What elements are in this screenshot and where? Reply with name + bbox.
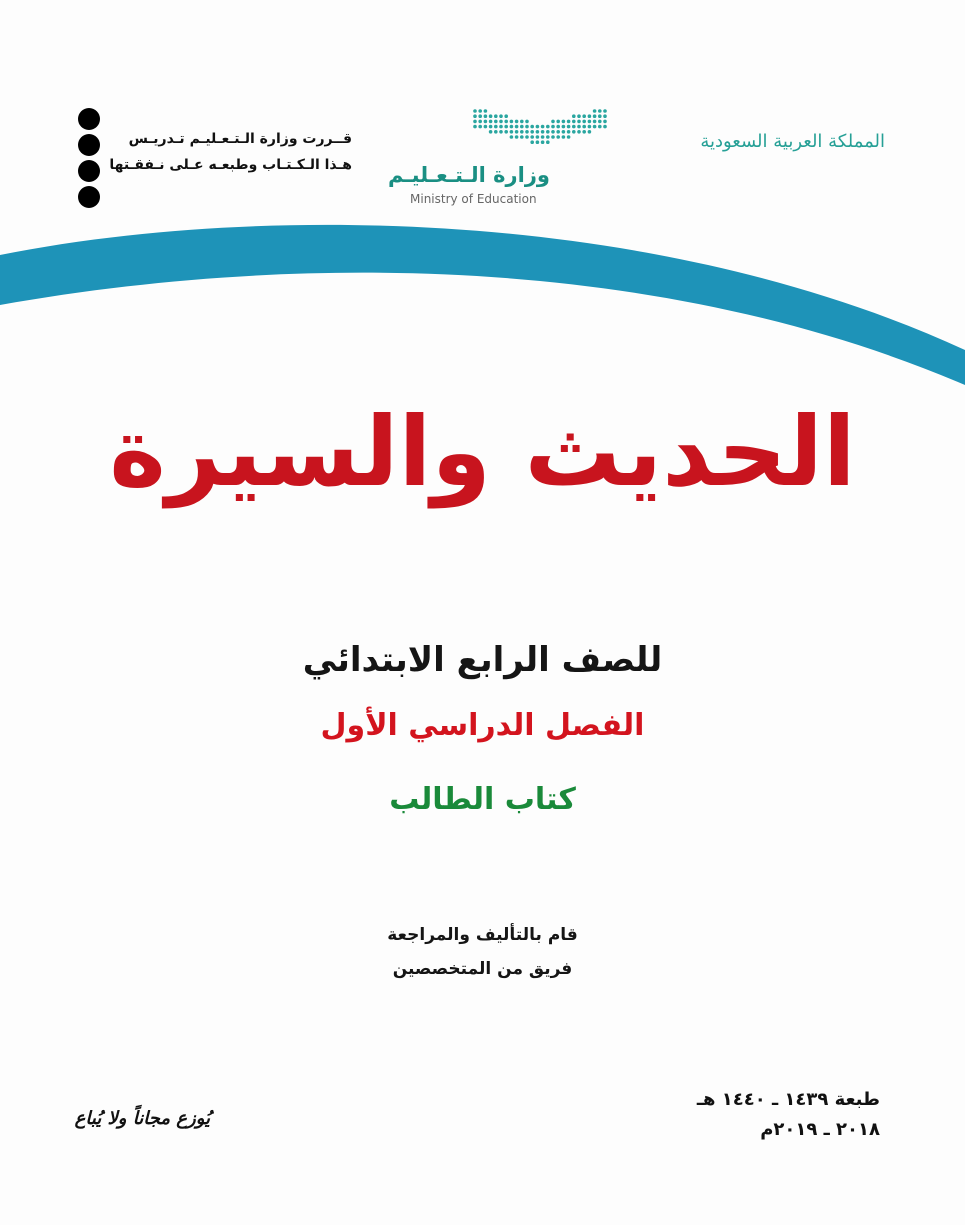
logo-dot — [551, 135, 555, 139]
logo-dot — [598, 109, 602, 113]
logo-dot — [556, 125, 560, 129]
kingdom-name: المملكة العربية السعودية — [700, 131, 885, 152]
logo-dot — [556, 135, 560, 139]
logo-dot — [577, 114, 581, 118]
logo-dot — [577, 125, 581, 129]
logo-dot — [556, 130, 560, 134]
logo-dot — [536, 135, 540, 139]
logo-dot — [546, 130, 550, 134]
edition-gregorian: ٢٠١٨ ـ ٢٠١٩م — [760, 1119, 880, 1140]
logo-dot — [504, 125, 508, 129]
logo-dot — [541, 135, 545, 139]
ministry-name-english: Ministry of Education — [410, 192, 537, 206]
logo-dot — [593, 114, 597, 118]
logo-dot — [510, 135, 514, 139]
logo-dot — [494, 130, 498, 134]
logo-dot — [520, 120, 524, 124]
grade-label: للصف الرابع الابتدائي — [302, 640, 663, 680]
logo-dot — [473, 125, 477, 129]
ministry-name-arabic: وزارة الـتـعـليـم — [388, 163, 550, 187]
logo-dot — [567, 135, 571, 139]
logo-dot — [556, 120, 560, 124]
logo-dot — [541, 140, 545, 144]
logo-dot — [520, 135, 524, 139]
logo-dot — [530, 130, 534, 134]
book-title: الحديث والسيرة — [109, 396, 856, 508]
logo-dot — [562, 125, 566, 129]
logo-dot — [520, 130, 524, 134]
logo-dot — [504, 114, 508, 118]
logo-dot — [536, 130, 540, 134]
approval-line-2: هـذا الـكـتـاب وطبعـه عـلى نـفقـتها — [109, 157, 352, 173]
logo-dot — [499, 125, 503, 129]
book-type-label: كتاب الطالب — [389, 782, 576, 817]
logo-dot — [541, 130, 545, 134]
decorative-dots — [78, 108, 100, 208]
swoosh-band — [0, 210, 965, 400]
dot-icon — [78, 186, 100, 208]
logo-dot — [504, 120, 508, 124]
authors-line-2: فريق من المتخصصين — [392, 959, 573, 979]
logo-dot — [515, 135, 519, 139]
logo-dot — [588, 125, 592, 129]
logo-dot — [494, 114, 498, 118]
logo-dot — [567, 120, 571, 124]
authors-line-1: قام بالتأليف والمراجعة — [387, 925, 578, 945]
logo-dot — [530, 125, 534, 129]
logo-dot — [582, 120, 586, 124]
logo-dot — [530, 140, 534, 144]
semester-label: الفصل الدراسي الأول — [320, 708, 645, 743]
logo-dot — [546, 135, 550, 139]
logo-dot — [593, 120, 597, 124]
logo-dot — [515, 130, 519, 134]
logo-dot — [530, 135, 534, 139]
free-distribution-note: يُوزع مجاناً ولا يُباع — [74, 1108, 210, 1129]
logo-dot — [582, 125, 586, 129]
logo-dot — [484, 114, 488, 118]
logo-dot — [478, 125, 482, 129]
logo-dot — [562, 130, 566, 134]
logo-dot — [567, 130, 571, 134]
logo-dot — [598, 114, 602, 118]
logo-dot — [593, 125, 597, 129]
logo-dot — [582, 114, 586, 118]
logo-dot — [478, 114, 482, 118]
approval-line-1: قــررت وزارة الـتـعـليـم تـدريـس — [128, 131, 352, 147]
logo-dot — [551, 130, 555, 134]
logo-dot — [603, 125, 607, 129]
logo-dot — [572, 125, 576, 129]
approval-statement — [109, 126, 352, 178]
edition-hijri: طبعة ١٤٣٩ ـ ١٤٤٠ هـ — [696, 1089, 880, 1110]
logo-dot — [577, 120, 581, 124]
logo-dot — [541, 125, 545, 129]
logo-dot — [504, 130, 508, 134]
dot-icon — [78, 134, 100, 156]
logo-dot — [598, 120, 602, 124]
logo-dot — [484, 109, 488, 113]
logo-dot — [489, 125, 493, 129]
logo-dot — [473, 120, 477, 124]
logo-dot — [562, 135, 566, 139]
logo-dot — [588, 114, 592, 118]
logo-dot — [562, 120, 566, 124]
dot-icon — [78, 160, 100, 182]
logo-dot — [567, 125, 571, 129]
logo-dot — [484, 125, 488, 129]
dot-icon — [78, 108, 100, 130]
logo-dot — [484, 120, 488, 124]
logo-dot — [598, 125, 602, 129]
logo-dot — [546, 125, 550, 129]
logo-dot — [494, 125, 498, 129]
authors-block — [0, 918, 965, 986]
logo-dot — [603, 109, 607, 113]
logo-dot — [593, 109, 597, 113]
logo-dot — [510, 130, 514, 134]
logo-dot — [536, 140, 540, 144]
logo-dot — [588, 120, 592, 124]
logo-dot — [478, 120, 482, 124]
logo-dot — [525, 130, 529, 134]
logo-dot — [478, 109, 482, 113]
logo-dot — [499, 120, 503, 124]
logo-dot — [494, 120, 498, 124]
logo-dot — [520, 125, 524, 129]
logo-dot — [525, 125, 529, 129]
logo-dot — [536, 125, 540, 129]
logo-dot — [473, 114, 477, 118]
logo-dot — [499, 114, 503, 118]
logo-dot — [510, 120, 514, 124]
logo-dot — [489, 114, 493, 118]
logo-dot — [525, 135, 529, 139]
logo-dot — [577, 130, 581, 134]
logo-dot — [603, 114, 607, 118]
logo-dot — [588, 130, 592, 134]
logo-dot — [603, 120, 607, 124]
logo-dot — [551, 125, 555, 129]
logo-dot — [510, 125, 514, 129]
logo-dot — [572, 120, 576, 124]
logo-dot — [525, 120, 529, 124]
logo-dot — [499, 130, 503, 134]
logo-dot — [473, 109, 477, 113]
logo-dot — [515, 125, 519, 129]
logo-dot — [489, 130, 493, 134]
logo-dot — [551, 120, 555, 124]
logo-dot — [572, 130, 576, 134]
logo-dot — [489, 120, 493, 124]
logo-dot — [515, 120, 519, 124]
logo-dot — [546, 140, 550, 144]
logo-dot — [572, 114, 576, 118]
edition-info — [560, 1085, 880, 1145]
logo-dot — [582, 130, 586, 134]
